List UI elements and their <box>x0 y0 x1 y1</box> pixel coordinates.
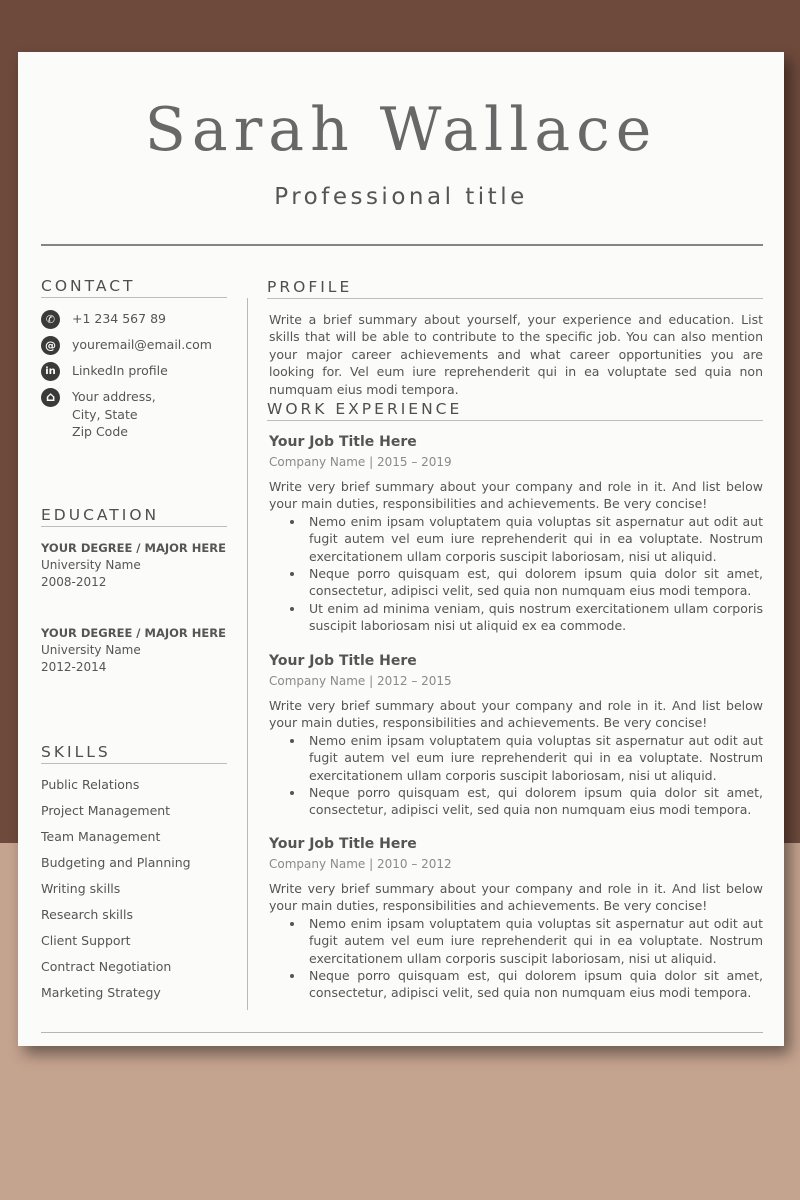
linkedin-icon: in <box>41 362 60 381</box>
address-line-3: Zip Code <box>72 424 128 439</box>
job-duty-item: Neque porro quisquam est, qui dolorem ipsum quia dolor sit amet, consectetur, adipisci velit, sed quia non numquam eius modi tempora. <box>309 566 763 599</box>
work-experience-heading: WORK EXPERIENCE <box>267 400 463 418</box>
job-duty-item: Neque porro quisquam est, qui dolorem ipsum quia dolor sit amet, consectetur, adipisci velit, sed quia non numquam eius modi tempora. <box>309 785 763 818</box>
contact-email <box>41 336 212 355</box>
skill-item: Marketing Strategy <box>41 985 161 1000</box>
address-line-2: City, State <box>72 406 138 422</box>
contact-linkedin <box>41 362 168 381</box>
skill-item: Project Management <box>41 803 171 818</box>
resume-name: Sarah Wallace <box>144 95 658 165</box>
job-entry <box>269 433 763 635</box>
job-company: Company Name | 2015 – 2019 <box>269 455 452 469</box>
skill-item: Public Relations <box>41 777 140 792</box>
job-company: Company Name | 2010 – 2012 <box>269 857 452 871</box>
phone-icon: ✆ <box>41 310 60 329</box>
education-rule <box>41 526 227 527</box>
contact-phone <box>41 310 166 329</box>
profile-heading: PROFILE <box>267 278 353 296</box>
skill-item: Research skills <box>41 907 133 922</box>
education-degree: YOUR DEGREE / MAJOR HERE <box>41 626 226 640</box>
job-duty-item: Ut enim ad minima veniam, quis nostrum exercitationem ullam corporis suscipit laboriosam nisi ut aliquid ex ea commode. <box>309 600 763 634</box>
job-duty-item: Nemo enim ipsam voluptatem quia voluptas sit aspernatur aut odit aut fugit autem vel eum iure reprehenderit qui in ea voluptate. Nostrum exercitationem ullam corporis suscipit laboriosam, nisi ut aliquid. <box>309 915 763 966</box>
contact-linkedin-text: LinkedIn profile <box>72 363 168 378</box>
profile-text: Write a brief summary about yourself, your experience and education. List skills that will be able to contribute to the specific job. You can also mention your major career achievements and what career opportunities you are looking for. Vel eum iure reprehenderit qui in ea voluptate sed quia non numquam eius modi tempora. <box>269 312 763 397</box>
job-summary: Write very brief summary about your company and role in it. And list below your main duties, responsibilities and achievements. Be very concise! <box>269 698 763 731</box>
education-school: University Name <box>41 558 141 572</box>
job-title: Your Job Title Here <box>269 434 417 450</box>
skill-item: Contract Negotiation <box>41 959 172 974</box>
skills-rule <box>41 763 227 764</box>
job-entry <box>269 835 763 1002</box>
education-heading: EDUCATION <box>41 506 160 524</box>
job-duty-item: Nemo enim ipsam voluptatem quia voluptas sit aspernatur aut odit aut fugit autem vel eum iure reprehenderit qui in ea voluptate. Nostrum exercitationem ullam corporis suscipit laboriosam, nisi ut aliquid. <box>309 513 763 564</box>
resume-page <box>18 52 784 1046</box>
email-icon: @ <box>41 336 60 355</box>
work-rule <box>267 420 763 421</box>
education-years: 2012-2014 <box>41 660 107 674</box>
header-divider <box>41 244 763 246</box>
profile-rule <box>267 298 763 299</box>
column-divider <box>247 298 248 1010</box>
home-icon: ⌂ <box>41 388 60 407</box>
education-item <box>41 625 226 676</box>
education-years: 2008-2012 <box>41 575 107 589</box>
skill-item: Team Management <box>41 829 161 844</box>
job-duties-list <box>269 915 763 1002</box>
professional-title: Professional title <box>274 184 528 210</box>
job-summary: Write very brief summary about your company and role in it. And list below your main duties, responsibilities and achievements. Be very concise! <box>269 881 763 914</box>
contact-address <box>41 388 156 441</box>
skills-heading: SKILLS <box>41 743 111 761</box>
skill-item: Writing skills <box>41 881 121 896</box>
contact-email-text: youremail@email.com <box>72 337 212 352</box>
job-title: Your Job Title Here <box>269 836 417 852</box>
address-line-1: Your address, <box>72 389 156 404</box>
job-entry <box>269 652 763 819</box>
skill-item: Budgeting and Planning <box>41 855 191 870</box>
education-school: University Name <box>41 643 141 657</box>
footer-divider <box>41 1032 763 1033</box>
job-title: Your Job Title Here <box>269 653 417 669</box>
job-duty-item: Nemo enim ipsam voluptatem quia voluptas sit aspernatur aut odit aut fugit autem vel eum iure reprehenderit qui in ea voluptate. Nostrum exercitationem ullam corporis suscipit laboriosam, nisi ut aliquid. <box>309 732 763 783</box>
skill-item: Client Support <box>41 933 131 948</box>
job-summary: Write very brief summary about your company and role in it. And list below your main duties, responsibilities and achievements. Be very concise! <box>269 479 763 512</box>
job-duties-list <box>269 513 763 635</box>
education-item <box>41 540 226 591</box>
job-duty-item: Neque porro quisquam est, qui dolorem ipsum quia dolor sit amet, consectetur, adipisci velit, sed quia non numquam eius modi tempora. <box>309 968 763 1001</box>
education-degree: YOUR DEGREE / MAJOR HERE <box>41 541 226 555</box>
contact-rule <box>41 297 227 298</box>
job-duties-list <box>269 732 763 819</box>
contact-phone-text: +1 234 567 89 <box>72 311 166 326</box>
job-company: Company Name | 2012 – 2015 <box>269 674 452 688</box>
contact-heading: CONTACT <box>41 277 136 295</box>
